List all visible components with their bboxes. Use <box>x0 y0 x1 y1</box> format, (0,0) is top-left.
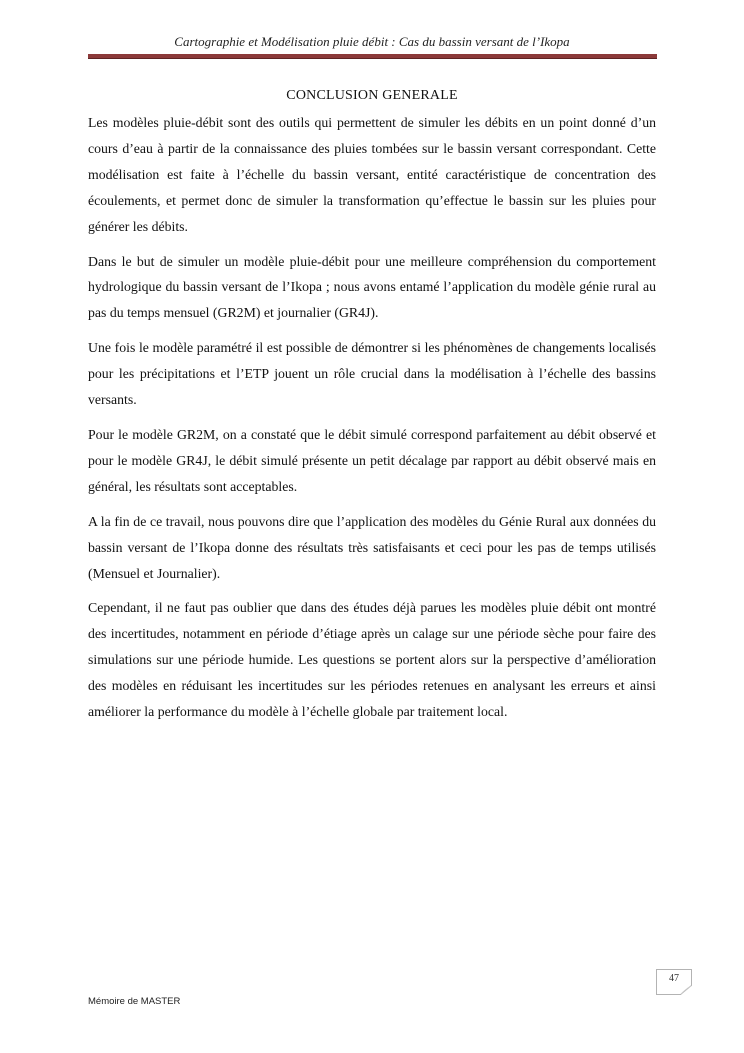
paragraph-1: Les modèles pluie-débit sont des outils qui permettent de simuler les débits en un point donné d’un cours d’eau à partir de la connaissance des pluies tombées sur le bassin versant correspondant. Cette modélisation est faite à l’échelle du bassin versant, entité caractéristique de concentration des écoulements, et permet donc de simuler la transformation qu’effectue le bassin sur les pluies pour générer les débits. <box>88 115 656 234</box>
page-curl-icon <box>680 985 692 995</box>
paragraph-3: Une fois le modèle paramétré il est possible de démontrer si les phénomènes de changements localisés pour les précipitations et l’ETP jouent un rôle crucial dans la modélisation à l’échelle des bassins versants. <box>88 340 656 408</box>
paragraph-6: Cependant, il ne faut pas oublier que dans des études déjà parues les modèles pluie débit ont montré des incertitudes, notamment en période d’étiage après un calage sur une période sèche pour faire des simulations sur une période humide. Les questions se portent alors sur la perspective d’amélioration des modèles en réduisant les incertitudes sur les périodes retenues en analysant les erreurs et ainsi améliorer la performance du modèle à l’échelle globale par traitement local. <box>88 600 656 720</box>
header-rule <box>88 54 657 59</box>
paragraph-2: Dans le but de simuler un modèle pluie-débit pour une meilleure compréhension du comportement hydrologique du bassin versant de l’Ikopa ; nous avons entamé l’application du modèle génie rural au pas du temps mensuel (GR2M) et journalier (GR4J). <box>88 253 656 321</box>
footer-note: Mémoire de MASTER <box>88 996 181 1007</box>
body-text <box>88 110 656 734</box>
paragraph-4: Pour le modèle GR2M, on a constaté que le débit simulé correspond parfaitement au débit observé et pour le modèle GR4J, le débit simulé présente un petit décalage par rapport au débit observé mais en général, les résultats sont acceptables. <box>88 426 656 494</box>
chapter-title: CONCLUSION GENERALE <box>286 88 458 103</box>
page-number-box <box>656 969 692 995</box>
paragraph-5: A la fin de ce travail, nous pouvons dire que l’application des modèles du Génie Rural aux données du bassin versant de l’Ikopa donne des résultats très satisfaisants et ceci pour les pas de temps utilisés (Mensuel et Journalier). <box>88 513 656 581</box>
page-number: 47 <box>669 973 679 984</box>
running-header: Cartographie et Modélisation pluie débit : Cas du bassin versant de l’Ikopa <box>174 34 570 49</box>
